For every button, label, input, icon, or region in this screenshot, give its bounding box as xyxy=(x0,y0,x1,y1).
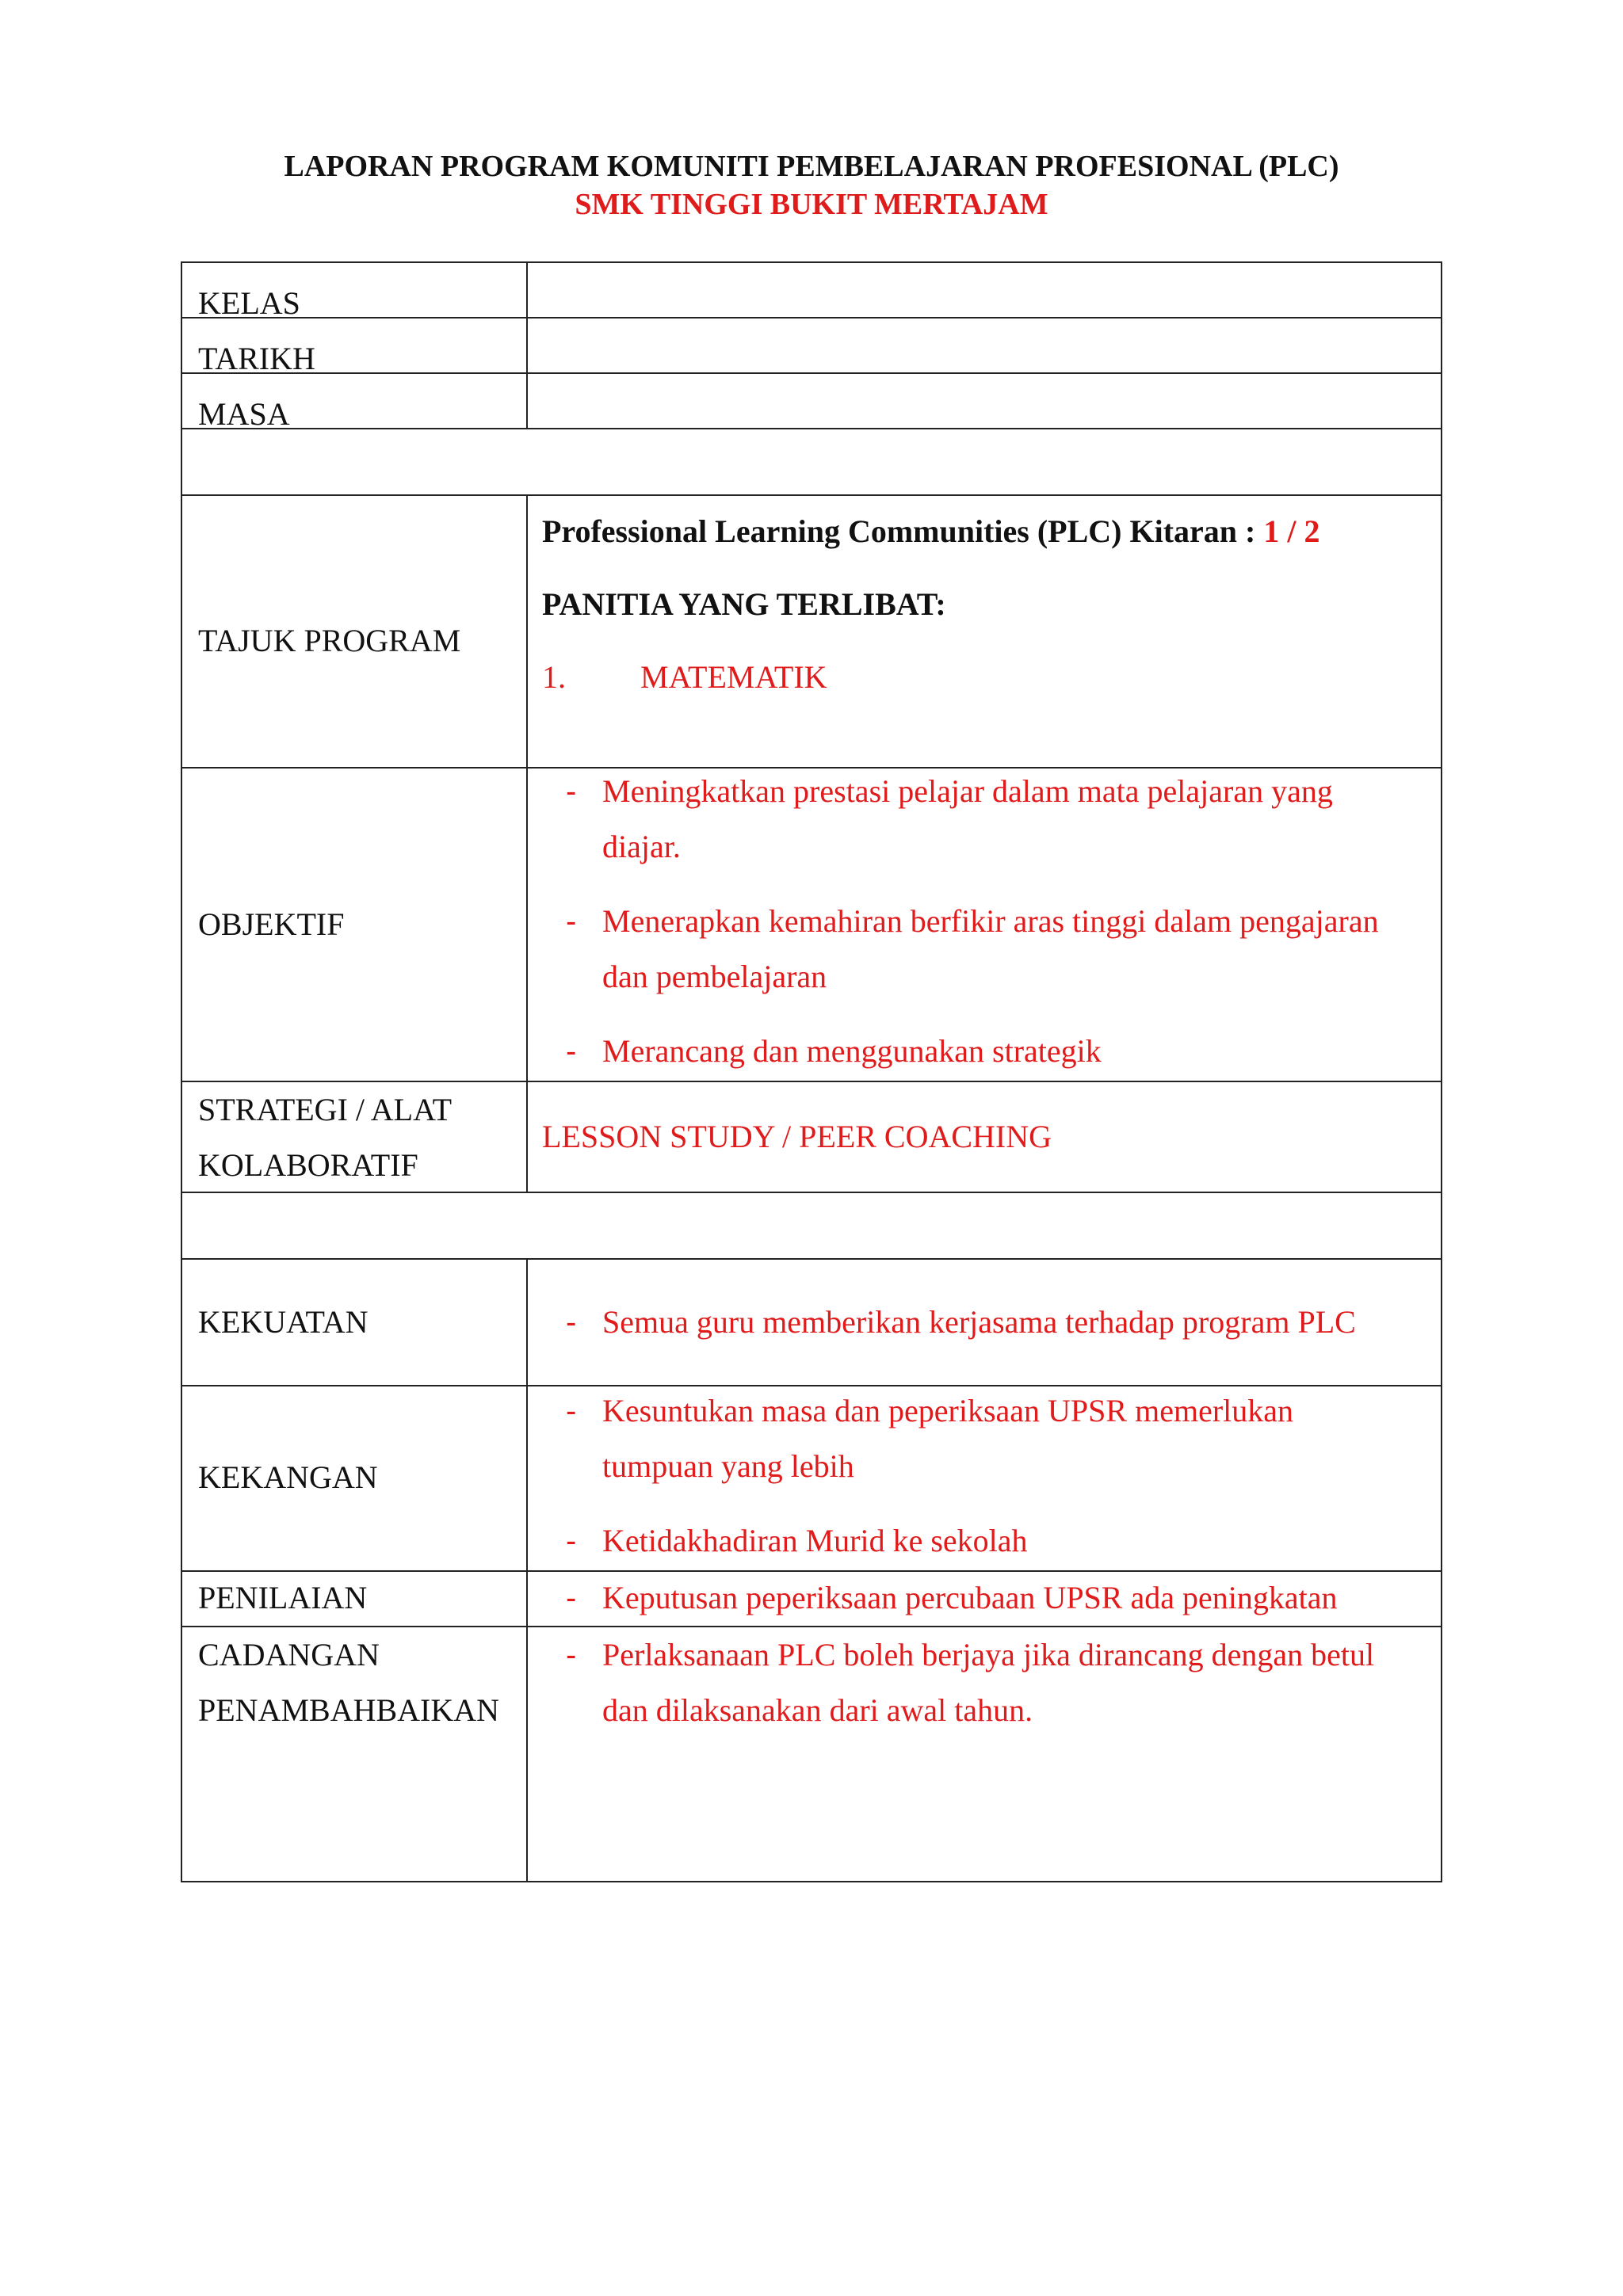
objektif-item xyxy=(566,1024,1430,1079)
cadangan-item xyxy=(566,1627,1430,1738)
strategi-label-line1: STRATEGI / ALAT xyxy=(198,1092,452,1127)
row-divider xyxy=(182,372,1441,374)
kekangan-item-line: tumpuan yang lebih xyxy=(602,1448,854,1484)
tarikh-label: TARIKH xyxy=(198,341,315,376)
tajuk-program-label: TAJUK PROGRAM xyxy=(198,623,461,658)
kitaran-value: 1 / 2 xyxy=(1263,513,1320,549)
tajuk-program-text: Professional Learning Communities (PLC) Kitaran : xyxy=(542,513,1256,549)
column-divider xyxy=(526,1258,528,1882)
kelas-label: KELAS xyxy=(198,285,300,321)
objektif-label: OBJEKTIF xyxy=(198,906,345,942)
dash-marker: - xyxy=(566,904,577,939)
dash-marker: - xyxy=(566,774,577,809)
dash-marker: - xyxy=(566,1524,577,1558)
objektif-item-line: dan pembelajaran xyxy=(602,959,827,994)
penilaian-item-line: Keputusan peperiksaan percubaan UPSR ada peningkatan xyxy=(602,1580,1338,1615)
cadangan-label-line1: CADANGAN xyxy=(198,1637,380,1672)
penilaian-item xyxy=(566,1570,1430,1626)
cadangan-item-line: dan dilaksanakan dari awal tahun. xyxy=(602,1692,1033,1728)
kekangan-label: KEKANGAN xyxy=(198,1459,378,1495)
dash-marker: - xyxy=(566,1305,577,1340)
kekangan-item-line: Ketidakhadiran Murid ke sekolah xyxy=(602,1523,1028,1558)
objektif-item xyxy=(566,894,1430,1005)
strategi-label-line2: KOLABORATIF xyxy=(198,1147,418,1183)
report-table xyxy=(181,261,1442,1882)
masa-label: MASA xyxy=(198,396,290,432)
kekuatan-item xyxy=(566,1295,1430,1350)
column-divider xyxy=(526,494,528,1193)
objektif-item-line: Merancang dan menggunakan strategik xyxy=(602,1033,1102,1069)
column-divider xyxy=(526,263,528,429)
objektif-item-line: diajar. xyxy=(602,829,681,864)
kekangan-item xyxy=(566,1383,1430,1494)
kekangan-item-line: Kesuntukan masa dan peperiksaan UPSR memerlukan xyxy=(602,1393,1294,1428)
kekuatan-item-line: Semua guru memberikan kerjasama terhadap program PLC xyxy=(602,1304,1356,1340)
panitia-label: PANITIA YANG TERLIBAT: xyxy=(542,586,946,622)
dash-marker: - xyxy=(566,1034,577,1069)
kekuatan-label: KEKUATAN xyxy=(198,1304,369,1340)
panitia-name: MATEMATIK xyxy=(640,659,827,695)
tajuk-program-line xyxy=(542,504,1319,559)
panitia-number: 1. xyxy=(542,659,566,695)
dash-marker: - xyxy=(566,1638,577,1672)
objektif-item-line: Menerapkan kemahiran berfikir aras tinggi dalam pengajaran xyxy=(602,903,1379,939)
strategi-value: LESSON STUDY / PEER COACHING xyxy=(542,1119,1052,1154)
row-divider xyxy=(182,428,1441,429)
school-name: SMK TINGGI BUKIT MERTAJAM xyxy=(575,188,1048,221)
cadangan-item-line: Perlaksanaan PLC boleh berjaya jika dirancang dengan betul xyxy=(602,1637,1375,1672)
report-title: LAPORAN PROGRAM KOMUNITI PEMBELAJARAN PROFESIONAL (PLC) xyxy=(284,150,1339,183)
row-divider xyxy=(182,317,1441,318)
kekangan-item xyxy=(566,1513,1430,1569)
cadangan-label-line2: PENAMBAHBAIKAN xyxy=(198,1692,500,1728)
row-divider xyxy=(182,494,1441,496)
penilaian-label: PENILAIAN xyxy=(198,1580,368,1615)
objektif-item xyxy=(566,764,1430,875)
objektif-item-line: Meningkatkan prestasi pelajar dalam mata pelajaran yang xyxy=(602,773,1333,809)
dash-marker: - xyxy=(566,1394,577,1428)
dash-marker: - xyxy=(566,1581,577,1615)
row-divider xyxy=(182,1258,1441,1260)
